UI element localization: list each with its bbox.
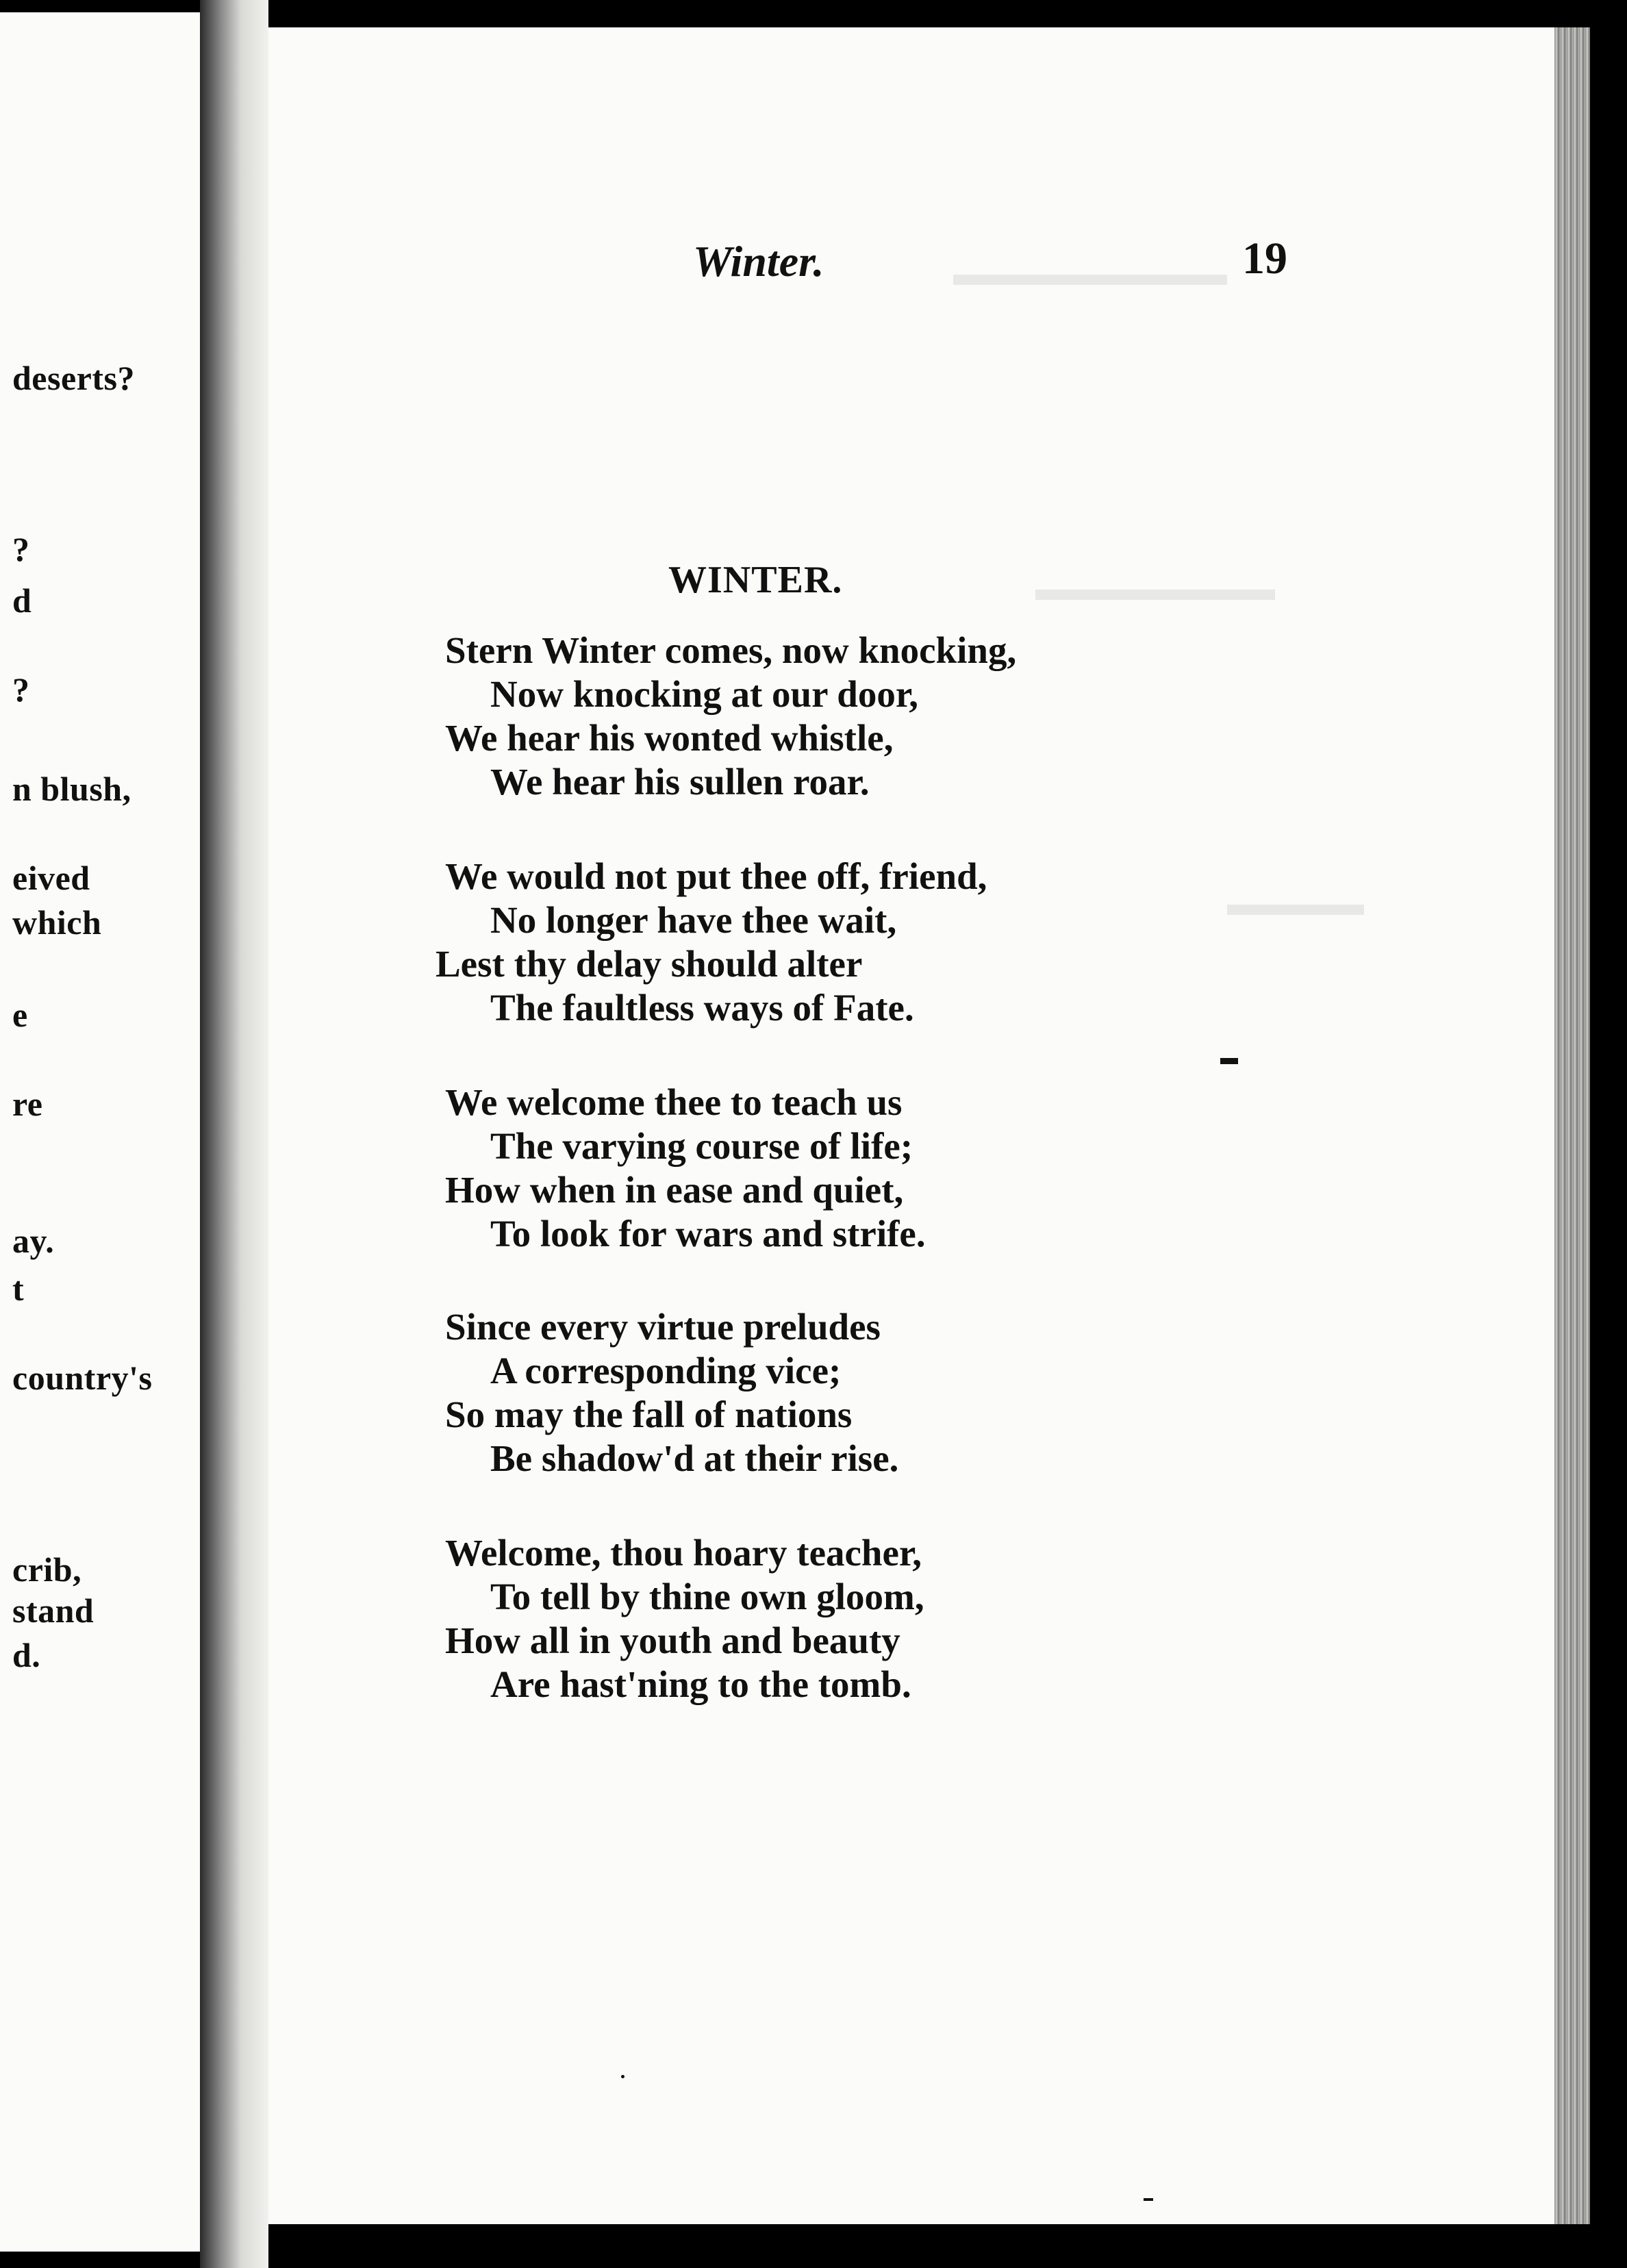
verse-line: Now knocking at our door, [490, 673, 919, 715]
show-through-mark: ▬▬▬▬▬▬▬ [1035, 569, 1275, 607]
verse-line: Since every virtue preludes [445, 1306, 881, 1348]
left-page-line: stand [12, 1591, 94, 1630]
verse-line: So may the fall of nations [445, 1394, 853, 1435]
verse-line: We would not put thee off, friend, [445, 855, 987, 897]
left-page-line: which [12, 903, 102, 942]
verse-line: How all in youth and beauty [445, 1620, 900, 1661]
verse-line: Are hast'ning to the tomb. [490, 1663, 911, 1705]
left-page-line: ? [12, 670, 30, 709]
verse-line: Lest thy delay should alter [436, 943, 863, 985]
verse-line: Be shadow'd at their rise. [490, 1437, 899, 1479]
verse-line: The varying course of life; [490, 1125, 913, 1167]
left-page-line: re [12, 1085, 43, 1123]
show-through-mark: ▬▬▬▬▬▬▬▬ [953, 254, 1227, 292]
left-page-line: ay. [12, 1222, 55, 1260]
running-head: Winter. [693, 237, 824, 286]
verse-line: No longer have thee wait, [490, 899, 897, 941]
poem-title: WINTER. [668, 559, 843, 601]
stanza [436, 855, 987, 1030]
page-stack-edge [1554, 27, 1590, 2224]
verse-line: How when in ease and quiet, [445, 1169, 904, 1211]
ink-speck [1220, 1058, 1238, 1064]
ink-speck [1144, 2198, 1153, 2201]
verse-line: A corresponding vice; [490, 1350, 842, 1391]
left-page-line: d [12, 581, 32, 620]
left-page-line: t [12, 1270, 25, 1308]
verse-line: The faultless ways of Fate. [490, 987, 914, 1029]
verse-line: We hear his wonted whistle, [445, 717, 894, 759]
stanza [445, 1531, 924, 1706]
left-page [0, 12, 200, 2252]
left-page-line: country's [12, 1359, 153, 1397]
verse-line: We hear his sullen roar. [490, 761, 870, 803]
left-page-line: n blush, [12, 770, 131, 808]
left-page-line: d. [12, 1636, 41, 1674]
right-page [268, 27, 1554, 2224]
left-page-line: deserts? [12, 359, 135, 397]
verse-line: Stern Winter comes, now knocking, [445, 629, 1017, 671]
page-number: 19 [1242, 234, 1287, 284]
left-page-line: e [12, 996, 28, 1034]
book-gutter [200, 0, 268, 2268]
stanza [445, 1305, 898, 1480]
show-through-mark: ▬▬▬▬ [1227, 884, 1364, 922]
left-page-line: crib, [12, 1550, 82, 1589]
verse-line: To tell by thine own gloom, [490, 1576, 924, 1617]
left-page-line: ? [12, 530, 30, 568]
verse-line: To look for wars and strife. [490, 1213, 926, 1255]
left-page-line: eived [12, 859, 90, 897]
verse-line: We welcome thee to teach us [445, 1081, 903, 1123]
stanza [445, 629, 1016, 804]
stanza [445, 1081, 926, 1256]
verse-line: Welcome, thou hoary teacher, [445, 1532, 922, 1574]
ink-speck [621, 2075, 625, 2078]
